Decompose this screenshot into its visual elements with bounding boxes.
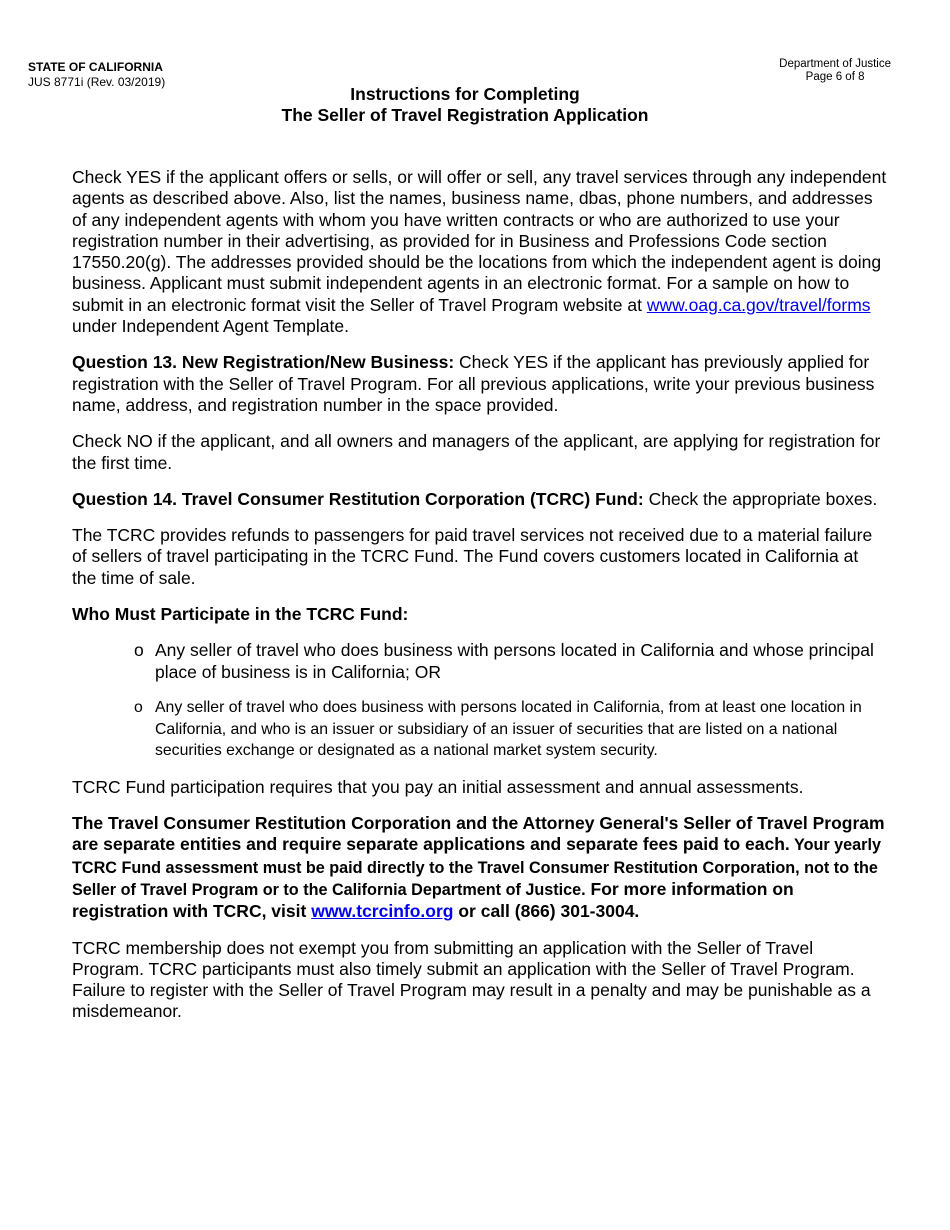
form-id: JUS 8771i (Rev. 03/2019) [28,75,166,89]
list-item [134,697,887,762]
forms-link[interactable]: www.oag.ca.gov/travel/forms [646,294,871,315]
participation-list [72,640,887,761]
p1-text-a: Check YES if the applicant offers or sells, or will offer or sell, any travel services through any independent agents as described above. Also, list the names, business name, dbas, phone numbers, and addresses of any independent agents with whom you have written contracts or who are authorized to use your registration number in their advertising, as provided for in Business and Professions Code section 17550.20(g). The addresses provided should be the locations from which the independent agent is doing business. Applicant must submit independent agents in an electronic format. For a sample on how to submit in an electronic format visit the Seller of Travel Program website at [72,167,887,315]
title-line-2: The Seller of Travel Registration Application [281,105,649,125]
state-label: STATE OF CALIFORNIA [28,60,163,74]
question-13-text: Check YES if the applicant has previously applied for registration with the Seller of Travel Program. For all previous applications, write your previous business name, address, and registration number in the space provided. [72,352,875,415]
question-14-text: Check the appropriate boxes. [643,488,878,509]
list-item [134,640,887,683]
page-number: Page 6 of 8 [805,71,865,83]
question-13-label: Question 13. New Registration/New Business: [72,352,455,373]
title-line-1: Instructions for Completing [350,84,580,104]
p1-text-b: under Independent Agent Template. [72,316,349,337]
who-must-participate-heading: Who Must Participate in the TCRC Fund: [72,604,409,625]
bullet-2-text: Any seller of travel who does business with persons located in California, from at least one location in California, and who is an issuer or subsidiary of an issuer of securities that are listed on a national securities exchange or designated as a national market system security. [155,698,862,760]
check-no-paragraph: Check NO if the applicant, and all owners and managers of the applicant, are applying for registration for the first time. [72,431,881,473]
membership-paragraph: TCRC membership does not exempt you from submitting an application with the Seller of Travel Program. TCRC participants must also timely submit an application with the Seller of Travel Program. Failure to register with the Seller of Travel Program may result in a penalty and may be punishable as a misdemeanor. [72,937,871,1022]
tcrc-link[interactable]: www.tcrcinfo.org [311,901,454,922]
page-title [0,84,930,126]
question-14-paragraph [72,489,887,510]
question-14-label: Question 14. Travel Consumer Restitution Corporation (TCRC) Fund: [72,488,644,509]
separate-entities-paragraph [72,813,887,922]
p8-text-a: The Travel Consumer Restitution Corporation and the Attorney General's Seller of Travel Program are separate entities and require separate applications and separate fees paid to each. [72,813,885,855]
bullet-circle-icon: o [134,698,143,716]
question-13-paragraph [72,352,887,416]
document-body [72,167,887,1038]
bullet-1-text: Any seller of travel who does business with persons located in California and whose principal place of business is in California; OR [155,640,874,682]
p8-text-c: For more information on registration with TCRC, visit [72,878,794,922]
p8-text-d: or call (866) 301-3004. [453,901,640,922]
independent-agents-paragraph [72,167,887,337]
form-header-right [779,58,891,84]
assessment-paragraph: TCRC Fund participation requires that you pay an initial assessment and annual assessments. [72,776,804,797]
p8-text-b: Your yearly TCRC Fund assessment must be paid directly to the Travel Consumer Restitution Corporation, not to the Seller of Travel Program or to the California Department of Justice. [72,836,881,899]
bullet-circle-icon: o [134,640,144,661]
department-label: Department of Justice [779,58,891,70]
tcrc-description-paragraph: The TCRC provides refunds to passengers for paid travel services not received due to a material failure of sellers of travel participating in the TCRC Fund. The Fund covers customers located in California at the time of sale. [72,525,873,588]
